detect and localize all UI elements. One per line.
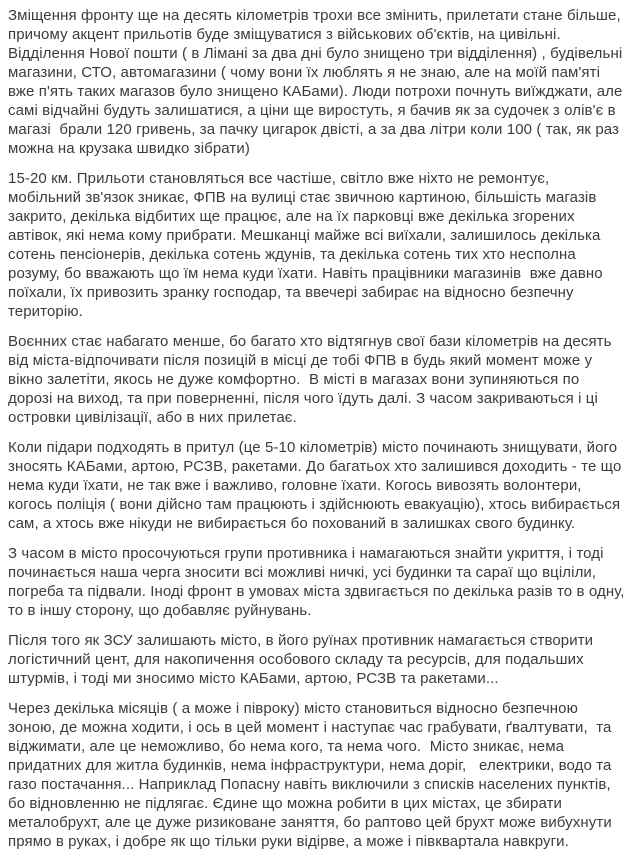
post-paragraph-2: 15-20 км. Прильоти становляться все частіше, світло вже ніхто не ремонтує, мобільний зв'язок зникає, ФПВ на вулиці стає звичною картиною, більшість магазів закрито, декілька відбитих ще працює, але на їх парковці вже декілька згорених автівок, які нема кому прибрати. Мешканці майже всі виїхали, залишилось декілька сотень пенсіонерів, декілька сотень ждунів, та декілька сотень тих хто несполна розуму, бо вважають що їм нема куди їхати. Навіть працівники магазинів вже давно поїхали, їх привозить зранку господар, та ввечері забирає на відносно безпечну територію. [8,170,607,320]
post-paragraph-6: Після того як ЗСУ залишають місто, в його руїнах противник намагається створити логістичний цент, для накопичення особового складу та ресурсів, для подальших штурмів, і тоді ми зносимо місто КАБами, артою, РСЗВ та ракетами... [8,632,598,687]
post-paragraph-3: Воєнних стає набагато менше, бо багато хто відтягнув свої бази кілометрів на десять від міста-відпочивати після позицій в місці де тобі ФПВ в будь який момент може у вікно залетіти, якось не дуже комфортно. В місті в магазах вони зупиняються по дорозі на виход, та при поверненні, після чого їдуть далі. З часом закриваються і ці островки цивілізації, або в них прилетає. [8,333,616,426]
post-paragraph-7: Через декілька місяців ( а може і півроку) місто становиться відносно безпечною зоною, де можна ходити, і ось в цей момент і наступає час грабувати, ґвалтувати, та віджимати, але це неможливо, бо нема кого, та нема чого. Місто зникає, нема придатних для житла будинків, нема інфраструктури, нема доріг, електрики, водо та газо постачання... Наприклад Попасну навіть виключили з списків населених пунктів, бо відновленню не підлягає. Єдине що можна робити в цих містах, це збирати металобрухт, але це дуже ризиковане заняття, бо раптово цей брухт може вибухнути прямо в руках, і добре як що тільки руки відірве, а може і півквартала навкруги. [8,700,617,850]
post-paragraph-5: З часом в місто просочуються групи противника і намагаються знайти укриття, і тоді починається наша черга зносити всі можливі ничкі, усі будинки та сараї що вціліли, погреба та підвали. Іноді фронт в умовах міста здвигається по декілька разів то в одну, то в іншу сторону, що добавляє руйнувань. [8,545,629,619]
post-paragraph-4: Коли підари подходять в притул (це 5-10 кілометрів) місто починають знищувати, його зносять КАБами, артою, РСЗВ, ракетами. До багатьох хто залишився доходить - те що нема куди їхати, не так вже і важливо, головне їхати. Когось вивозять волонтери, когось поліція ( вони дійсно там працюють і здійснюють евакуацію), хтось вибирається сам, а хтось вже нікуди не вибирається бо похований в залишках свого будинку. [8,439,626,532]
post-paragraph-1: Зміщення фронту ще на десять кілометрів трохи все змінить, прилетати стане більше, причому акцент прильотів буде зміщуватися з військових об'єктів, на цивільні. Відділення Нової пошти ( в Лімані за два дні було знищено три відділення) , будівельні магазини, СТО, автомагазини ( чому вони їх люблять я не знаю, але на моїй пам'яті вже п'ять таких магазов було знищено КАБами). Люди потрохи почнуть виїжджати, але самі відчайні будуть залишатися, а ціни ще виростуть, я бачив як за судочек з олів'є в магазі брали 120 гривень, за пачку цигарок двісті, а за два літри коли 100 ( так, як раз можна на крузака швидко зібрати) [8,7,627,157]
